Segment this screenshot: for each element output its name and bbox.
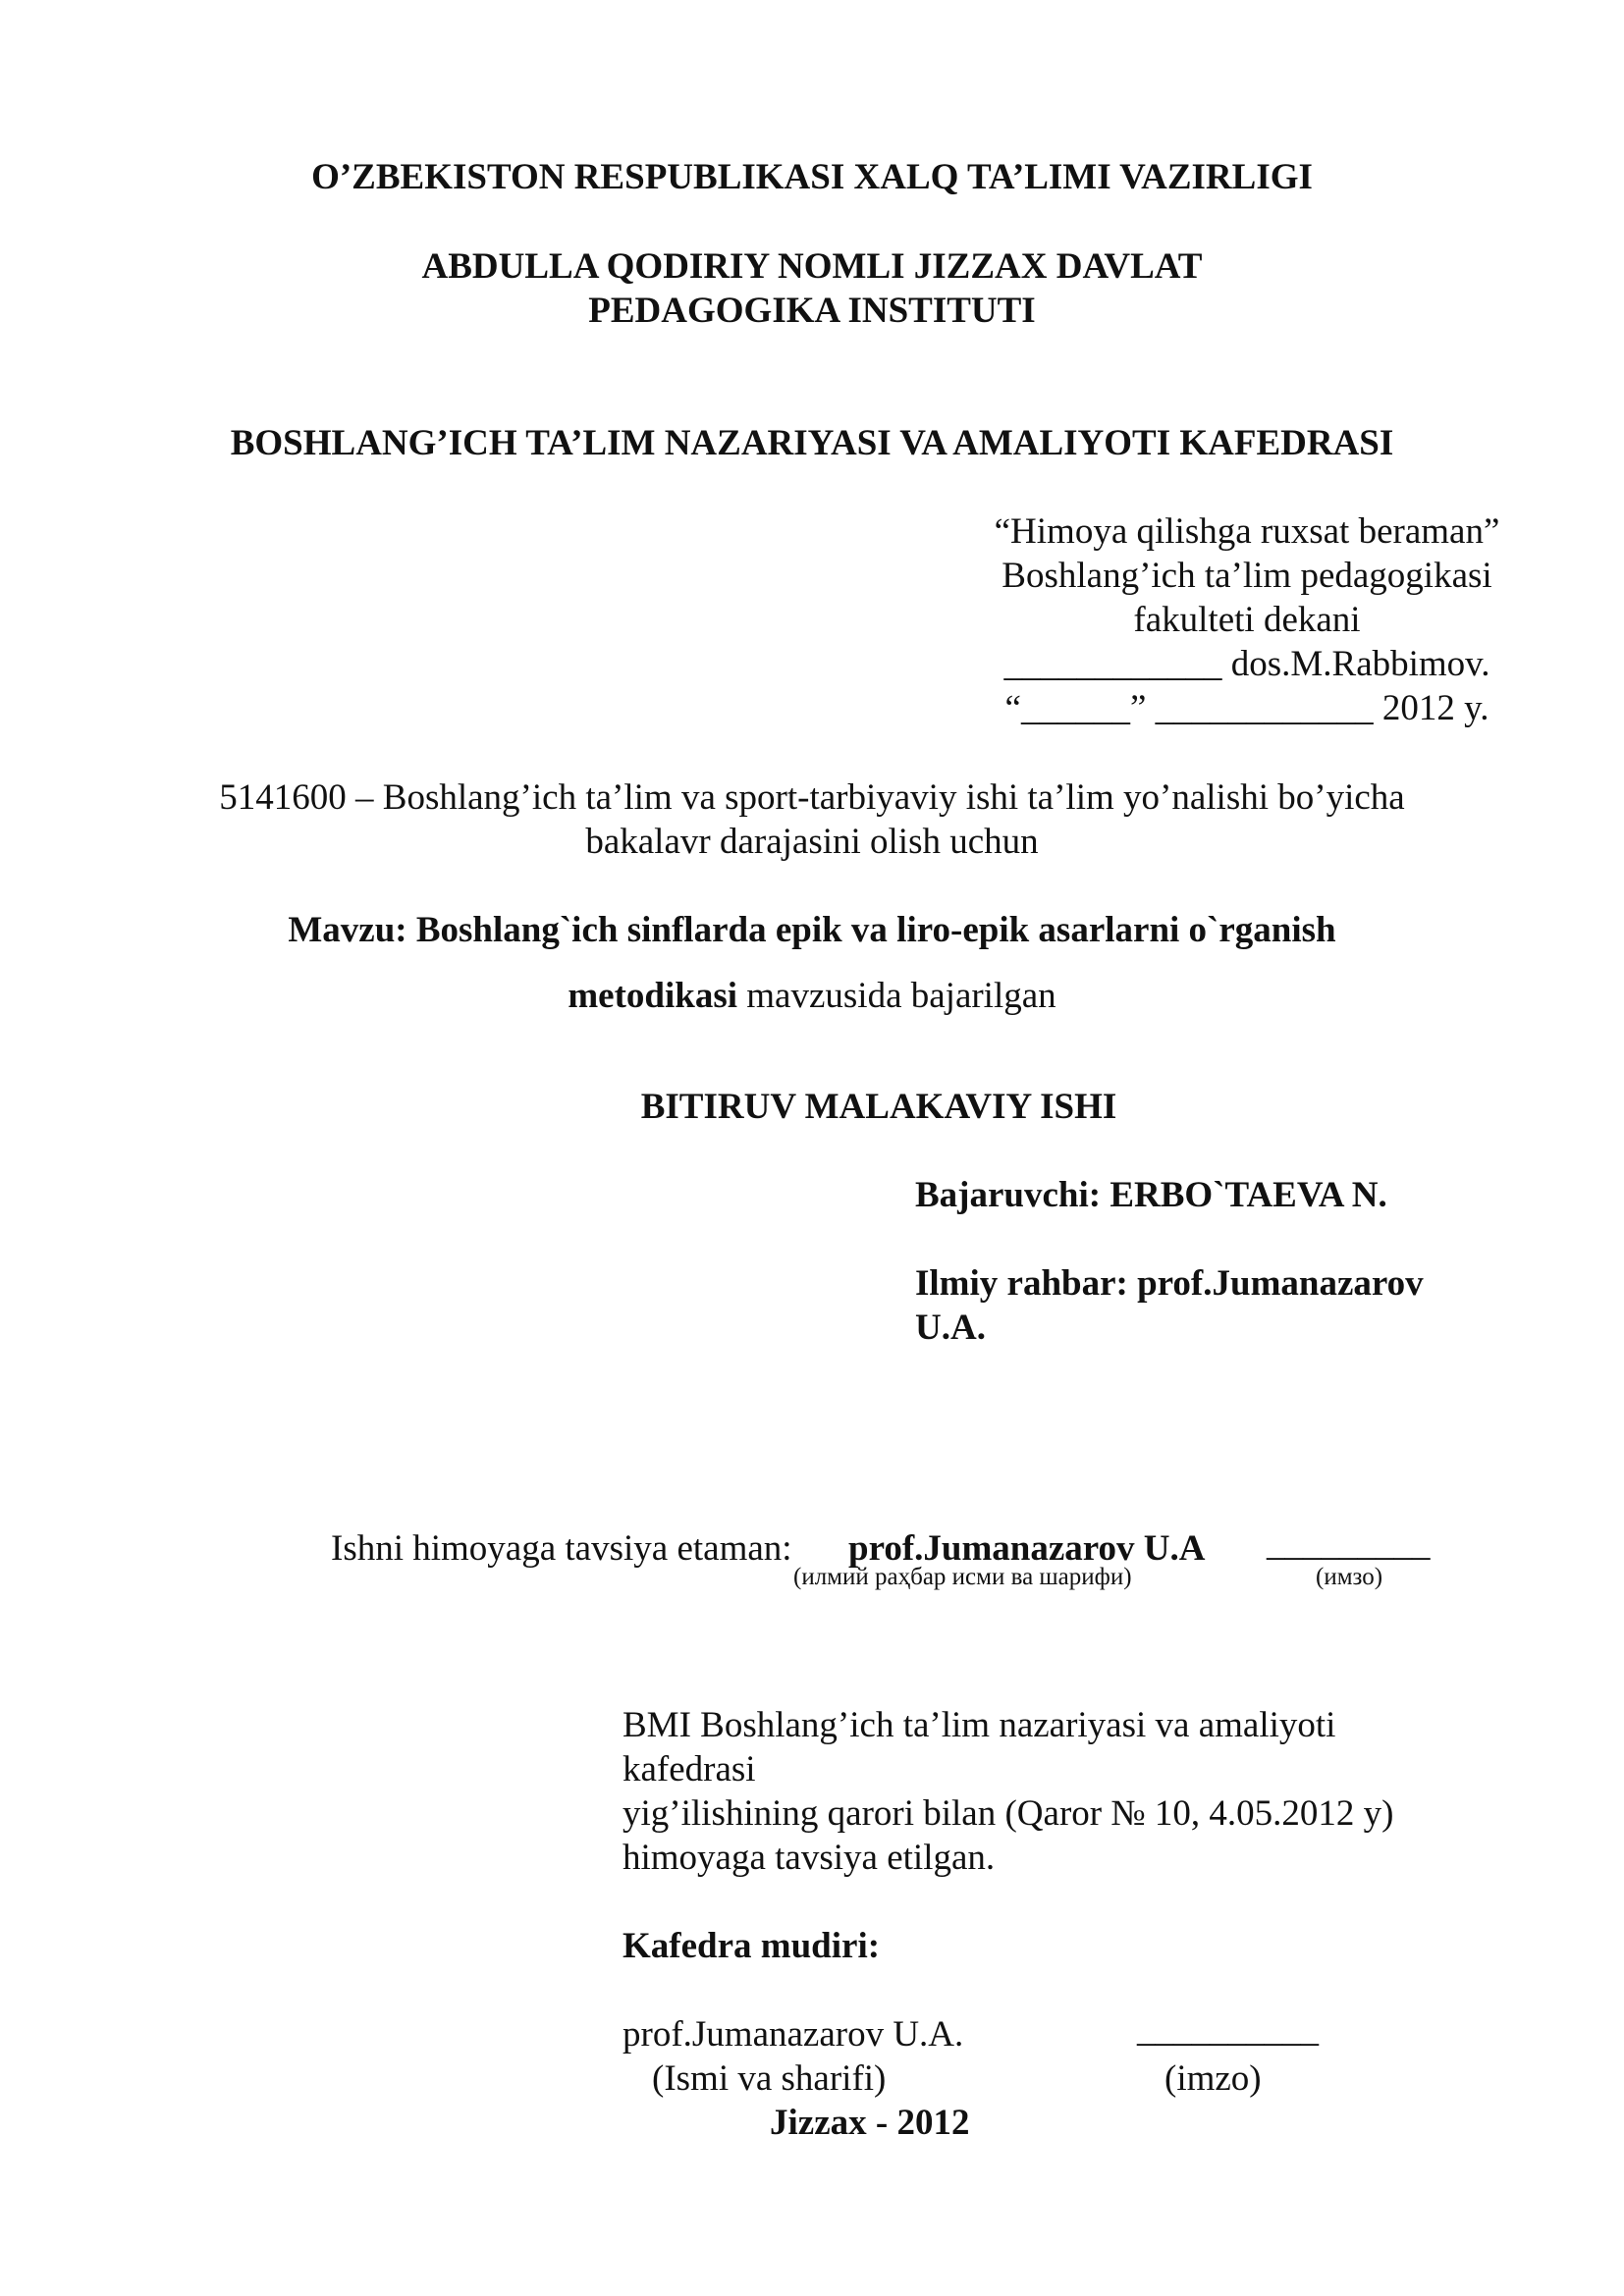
specialty-line2: bakalavr darajasini olish uchun <box>585 822 1039 862</box>
head-of-department-signature-blank: __________ <box>1137 2009 1319 2050</box>
decision-line3: yig’ilishining qarori bilan (Qaror № 10, 4.05.2012 y) <box>623 1793 1394 1834</box>
dean-signature-blank: ____________ <box>1003 644 1222 684</box>
date-open-quote: “ <box>1004 688 1021 728</box>
supervisor-line1: Ilmiy rahbar: prof.Jumanazarov <box>915 1263 1424 1304</box>
head-of-department-name: prof.Jumanazarov U.A. <box>623 2014 964 2055</box>
date-day-blank: ______ <box>1020 688 1130 728</box>
approval-line1 <box>913 509 1581 554</box>
topic-line2 <box>0 974 1624 1018</box>
ministry-title: O’ZBEKISTON RESPUBLIKASI XALQ TA’LIMI VAZIRLIGI <box>311 157 1313 197</box>
date-month-blank: ____________ <box>1155 688 1374 728</box>
head-of-department-label: Kafedra mudiri: <box>623 1926 881 1966</box>
head-caption-name: (Ismi va sharifi) <box>652 2058 887 2099</box>
approval-block <box>913 509 1581 730</box>
decision-line1: BMI Boshlang’ich ta’lim nazariyasi va amaliyoti <box>623 1705 1336 1745</box>
place-and-year: Jizzax - 2012 <box>770 2103 970 2143</box>
approval-phrase: “Himoya qilishga ruxsat beraman” <box>994 511 1500 552</box>
recommendation-supervisor-name: prof.Jumanazarov U.A <box>848 1528 1206 1569</box>
supervisor-line2: U.A. <box>915 1308 986 1348</box>
dean-signature-line <box>913 642 1581 686</box>
recommendation-caption-sign: (имзо) <box>1316 1564 1383 1590</box>
approval-line3: fakulteti dekani <box>1133 600 1361 640</box>
institute-title-line2: PEDAGOGIKA INSTITUTI <box>588 291 1036 331</box>
recommendation-signature-blank: _________ <box>1267 1523 1431 1564</box>
dean-name: dos.M.Rabbimov. <box>1230 644 1490 684</box>
department-title: BOSHLANG’ICH TA’LIM NAZARIYASI VA AMALIYOTI KAFEDRASI <box>230 423 1394 463</box>
topic-line2-rest: mavzusida bajarilgan <box>737 976 1056 1016</box>
approval-date-line <box>913 686 1581 730</box>
approval-line2: Boshlang’ich ta’lim pedagogikasi <box>1001 556 1492 596</box>
head-caption-sign: (imzo) <box>1164 2058 1262 2099</box>
institute-title-line1: ABDULLA QODIRIY NOMLI JIZZAX DAVLAT <box>421 246 1203 287</box>
decision-line2: kafedrasi <box>623 1749 756 1789</box>
work-type-title: BITIRUV MALAKAVIY ISHI <box>640 1087 1117 1127</box>
author-label: Bajaruvchi: ERBO`TAEVA N. <box>915 1175 1387 1215</box>
decision-line4: himoyaga tavsiya etilgan. <box>623 1838 996 1878</box>
topic-line1: Mavzu: Boshlang`ich sinflarda epik va liro-epik asarlarni o`rganish <box>288 910 1336 950</box>
recommendation-caption-name: (илмий раҳбар исми ва шарифи) <box>793 1564 1132 1590</box>
approval-year: 2012 y. <box>1381 688 1489 728</box>
topic-line2-bold: metodikasi <box>568 976 738 1016</box>
recommendation-text: Ishni himoyaga tavsiya etaman: <box>331 1528 792 1569</box>
specialty-line1: 5141600 – Boshlang’ich ta’lim va sport-tarbiyaviy ishi ta’lim yo’nalishi bo’yicha <box>219 777 1405 818</box>
date-close-quote: ” <box>1129 688 1147 728</box>
